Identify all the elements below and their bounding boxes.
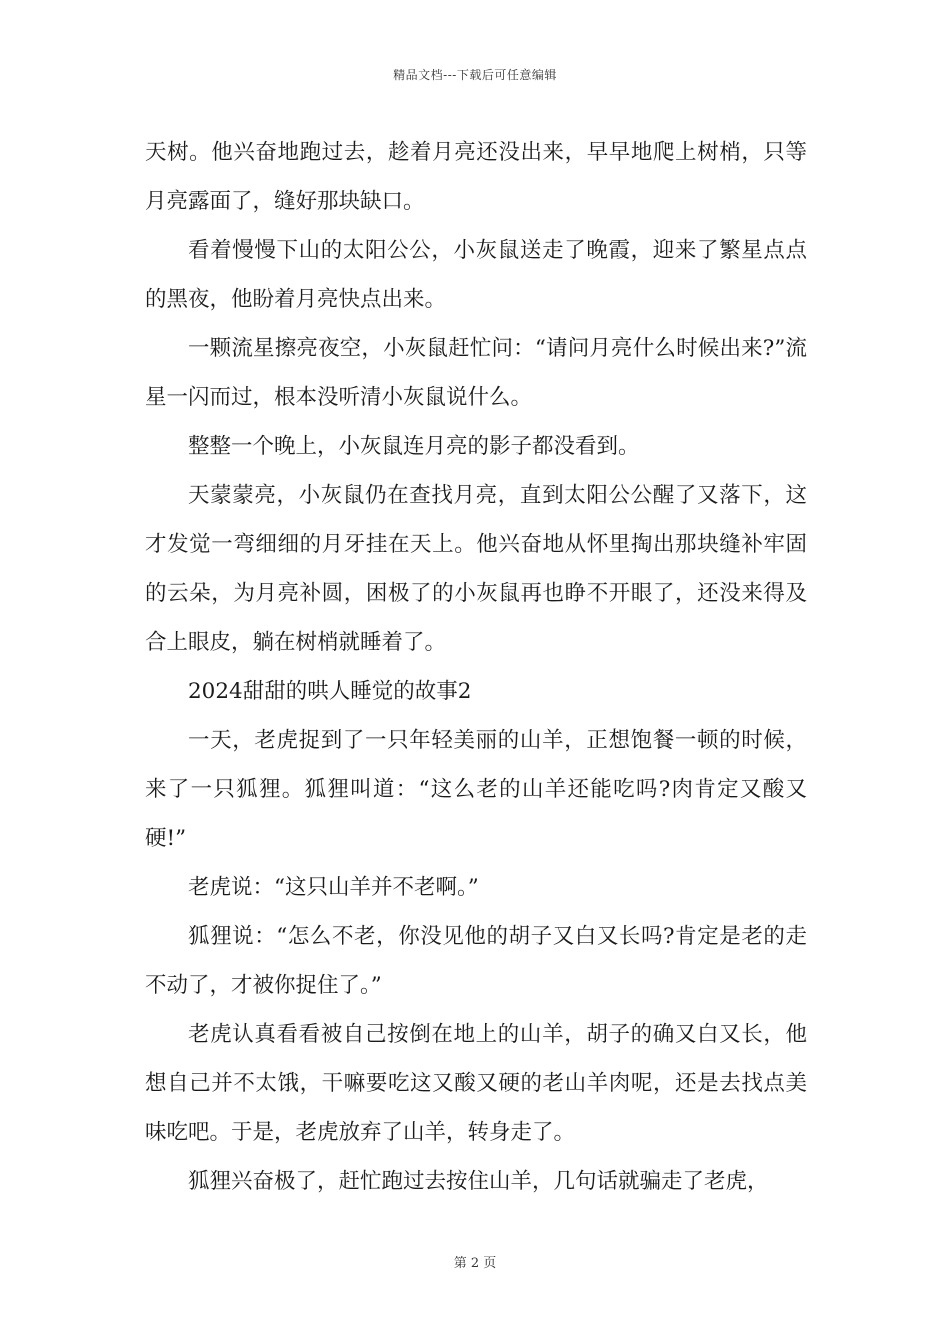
paragraph: 狐狸说：“怎么不老，你没见他的胡子又白又长吗?肯定是老的走不动了，才被你捉住了。” <box>145 924 807 998</box>
page-number: 第 2 页 <box>453 1256 497 1271</box>
body-text <box>145 128 807 1206</box>
paragraph: 一天，老虎捉到了一只年轻美丽的山羊，正想饱餐一顿的时候，来了一只狐狸。狐狸叫道：“这么老的山羊还能吃吗?肉肯定又酸又硬!” <box>145 728 807 851</box>
paragraph: 狐狸兴奋极了，赶忙跑过去按住山羊，几句话就骗走了老虎， <box>188 1169 769 1194</box>
paragraph: 看着慢慢下山的太阳公公，小灰鼠送走了晚霞，迎来了繁星点点的黑夜，他盼着月亮快点出来。 <box>145 238 807 312</box>
paragraph: 老虎认真看看被自己按倒在地上的山羊，胡子的确又白又长，他想自己并不太饿，干嘛要吃这又酸又硬的老山羊肉呢，还是去找点美味吃吧。于是，老虎放弃了山羊，转身走了。 <box>145 1022 807 1145</box>
paragraph: 老虎说：“这只山羊并不老啊。” <box>188 875 479 900</box>
page-header: 精品文档---下载后可任意编辑 <box>393 68 557 82</box>
paragraph: 整整一个晚上，小灰鼠连月亮的影子都没看到。 <box>188 434 640 459</box>
paragraph: 天树。他兴奋地跑过去，趁着月亮还没出来，早早地爬上树梢，只等月亮露面了，缝好那块缺口。 <box>145 140 807 214</box>
paragraph: 一颗流星擦亮夜空，小灰鼠赶忙问：“请问月亮什么时候出来?”流星一闪而过，根本没听清小灰鼠说什么。 <box>145 336 807 410</box>
section-heading: 2024甜甜的哄人睡觉的故事2 <box>188 679 472 704</box>
paragraph: 天蒙蒙亮，小灰鼠仍在查找月亮，直到太阳公公醒了又落下，这才发觉一弯细细的月牙挂在天上。他兴奋地从怀里掏出那块缝补牢固的云朵，为月亮补圆，困极了的小灰鼠再也睁不开眼了，还没来得及合上眼皮，躺在树梢就睡着了。 <box>145 483 807 655</box>
